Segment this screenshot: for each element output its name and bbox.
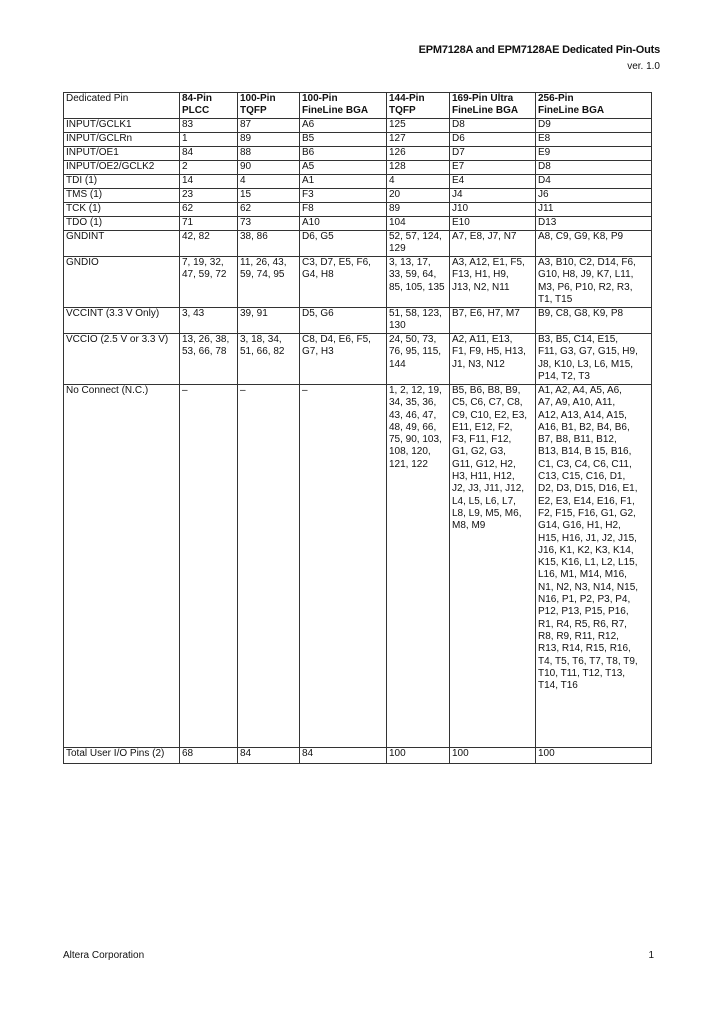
pin-value-cell: 89 bbox=[387, 203, 450, 217]
pin-value-cell: 100 bbox=[536, 748, 652, 764]
pin-value-cell: 128 bbox=[387, 161, 450, 175]
pin-value-cell: E8 bbox=[536, 133, 652, 147]
pin-value-cell: B5, B6, B8, B9, C5, C6, C7, C8, C9, C10, E2, E3, E11, E12, F2, F3, F11, F12, G1, G2, G3, G11, G12, H2, H3, H11, H12, J2, J3, J11, J12, L4, L5, L6, L7, L8, L9, M5, M6, M8, M9 bbox=[450, 385, 536, 748]
pin-value-cell: A1 bbox=[300, 175, 387, 189]
pin-value-cell: A6 bbox=[300, 119, 387, 133]
pin-name-cell: GNDINT bbox=[64, 231, 180, 257]
pin-value-cell: F8 bbox=[300, 203, 387, 217]
pin-value-cell: D13 bbox=[536, 217, 652, 231]
pin-value-cell: 71 bbox=[180, 217, 238, 231]
pin-value-cell: 125 bbox=[387, 119, 450, 133]
pin-name-cell: INPUT/GCLK1 bbox=[64, 119, 180, 133]
table-row bbox=[64, 119, 652, 133]
table-row bbox=[64, 231, 652, 257]
pin-value-cell: 62 bbox=[238, 203, 300, 217]
table-row bbox=[64, 308, 652, 334]
col-header-84-plcc: 84-Pin PLCC bbox=[180, 93, 238, 119]
table-row bbox=[64, 147, 652, 161]
pin-value-cell: A8, C9, G9, K8, P9 bbox=[536, 231, 652, 257]
table-row bbox=[64, 161, 652, 175]
pin-value-cell: B7, E6, H7, M7 bbox=[450, 308, 536, 334]
document-version: ver. 1.0 bbox=[627, 61, 660, 72]
pin-value-cell: 83 bbox=[180, 119, 238, 133]
pin-value-cell: E4 bbox=[450, 175, 536, 189]
pin-value-cell: 15 bbox=[238, 189, 300, 203]
col-header-256-bga: 256-Pin FineLine BGA bbox=[536, 93, 652, 119]
pin-value-cell: 1, 2, 12, 19, 34, 35, 36, 43, 46, 47, 48, 49, 66, 75, 90, 103, 108, 120, 121, 122 bbox=[387, 385, 450, 748]
col-header-100-bga: 100-Pin FineLine BGA bbox=[300, 93, 387, 119]
pin-value-cell: B9, C8, G8, K9, P8 bbox=[536, 308, 652, 334]
pin-value-cell: J4 bbox=[450, 189, 536, 203]
pin-value-cell: D5, G6 bbox=[300, 308, 387, 334]
pin-value-cell: 87 bbox=[238, 119, 300, 133]
pin-value-cell: E7 bbox=[450, 161, 536, 175]
pin-value-cell: 23 bbox=[180, 189, 238, 203]
pin-name-cell: Total User I/O Pins (2) bbox=[64, 748, 180, 764]
pin-value-cell: – bbox=[180, 385, 238, 748]
pin-value-cell: 3, 43 bbox=[180, 308, 238, 334]
pin-value-cell: 84 bbox=[238, 748, 300, 764]
col-header-169-bga: 169-Pin Ultra FineLine BGA bbox=[450, 93, 536, 119]
pin-out-table bbox=[63, 92, 652, 764]
pin-value-cell: J10 bbox=[450, 203, 536, 217]
pin-value-cell: A3, B10, C2, D14, F6, G10, H8, J9, K7, L11, M3, P6, P10, R2, R3, T1, T15 bbox=[536, 257, 652, 308]
col-header-144-tqfp: 144-Pin TQFP bbox=[387, 93, 450, 119]
table-header-row bbox=[64, 93, 652, 119]
pin-value-cell: 100 bbox=[387, 748, 450, 764]
pin-value-cell: B6 bbox=[300, 147, 387, 161]
pin-value-cell: 100 bbox=[450, 748, 536, 764]
pin-value-cell: 7, 19, 32, 47, 59, 72 bbox=[180, 257, 238, 308]
col-header-dedicated-pin: Dedicated Pin bbox=[64, 93, 180, 119]
document-title: EPM7128A and EPM7128AE Dedicated Pin-Outs bbox=[418, 44, 660, 56]
pin-value-cell: 68 bbox=[180, 748, 238, 764]
pin-value-cell: A3, A12, E1, F5, F13, H1, H9, J13, N2, N11 bbox=[450, 257, 536, 308]
pin-value-cell: 73 bbox=[238, 217, 300, 231]
pin-value-cell: 20 bbox=[387, 189, 450, 203]
table-row bbox=[64, 175, 652, 189]
pin-value-cell: 127 bbox=[387, 133, 450, 147]
pin-name-cell: No Connect (N.C.) bbox=[64, 385, 180, 748]
table-row bbox=[64, 217, 652, 231]
pin-value-cell: B5 bbox=[300, 133, 387, 147]
pin-value-cell: 126 bbox=[387, 147, 450, 161]
pin-value-cell: 11, 26, 43, 59, 74, 95 bbox=[238, 257, 300, 308]
pin-name-cell: INPUT/GCLRn bbox=[64, 133, 180, 147]
table-row bbox=[64, 334, 652, 385]
pin-value-cell: 42, 82 bbox=[180, 231, 238, 257]
table-row bbox=[64, 385, 652, 748]
pin-value-cell: J6 bbox=[536, 189, 652, 203]
footer-page-number: 1 bbox=[648, 950, 654, 961]
pin-value-cell: B3, B5, C14, E15, F11, G3, G7, G15, H9, J8, K10, L3, L6, M15, P14, T2, T3 bbox=[536, 334, 652, 385]
pin-name-cell: INPUT/OE1 bbox=[64, 147, 180, 161]
table-row bbox=[64, 133, 652, 147]
pin-value-cell: 38, 86 bbox=[238, 231, 300, 257]
table-row bbox=[64, 203, 652, 217]
pin-value-cell: – bbox=[300, 385, 387, 748]
pin-value-cell: 84 bbox=[180, 147, 238, 161]
pin-value-cell: D7 bbox=[450, 147, 536, 161]
pin-name-cell: VCCIO (2.5 V or 3.3 V) bbox=[64, 334, 180, 385]
pin-value-cell: F3 bbox=[300, 189, 387, 203]
pin-value-cell: 4 bbox=[238, 175, 300, 189]
pin-name-cell: INPUT/OE2/GCLK2 bbox=[64, 161, 180, 175]
pin-value-cell: D8 bbox=[450, 119, 536, 133]
pin-name-cell: GNDIO bbox=[64, 257, 180, 308]
pin-value-cell: A5 bbox=[300, 161, 387, 175]
pin-value-cell: 1 bbox=[180, 133, 238, 147]
pin-value-cell: 62 bbox=[180, 203, 238, 217]
footer-company: Altera Corporation bbox=[63, 950, 145, 961]
table-row bbox=[64, 748, 652, 764]
pin-value-cell: 39, 91 bbox=[238, 308, 300, 334]
pin-value-cell: C3, D7, E5, F6, G4, H8 bbox=[300, 257, 387, 308]
pin-name-cell: TCK (1) bbox=[64, 203, 180, 217]
pin-value-cell: 90 bbox=[238, 161, 300, 175]
pin-value-cell: C8, D4, E6, F5, G7, H3 bbox=[300, 334, 387, 385]
pin-value-cell: A7, E8, J7, N7 bbox=[450, 231, 536, 257]
table-row bbox=[64, 189, 652, 203]
pin-value-cell: 89 bbox=[238, 133, 300, 147]
pin-value-cell: 4 bbox=[387, 175, 450, 189]
pin-value-cell: D6, G5 bbox=[300, 231, 387, 257]
pin-value-cell: 104 bbox=[387, 217, 450, 231]
pin-value-cell: E9 bbox=[536, 147, 652, 161]
pin-value-cell: 84 bbox=[300, 748, 387, 764]
pin-value-cell: D9 bbox=[536, 119, 652, 133]
pin-name-cell: TDO (1) bbox=[64, 217, 180, 231]
pin-name-cell: VCCINT (3.3 V Only) bbox=[64, 308, 180, 334]
pin-value-cell: 3, 13, 17, 33, 59, 64, 85, 105, 135 bbox=[387, 257, 450, 308]
pin-value-cell: D8 bbox=[536, 161, 652, 175]
pin-value-cell: 52, 57, 124, 129 bbox=[387, 231, 450, 257]
pin-value-cell: 24, 50, 73, 76, 95, 115, 144 bbox=[387, 334, 450, 385]
pin-value-cell: 51, 58, 123, 130 bbox=[387, 308, 450, 334]
pin-value-cell: 2 bbox=[180, 161, 238, 175]
pin-value-cell: – bbox=[238, 385, 300, 748]
pin-value-cell: A2, A11, E13, F1, F9, H5, H13, J1, N3, N12 bbox=[450, 334, 536, 385]
pin-name-cell: TDI (1) bbox=[64, 175, 180, 189]
pin-value-cell: 3, 18, 34, 51, 66, 82 bbox=[238, 334, 300, 385]
pin-value-cell: J11 bbox=[536, 203, 652, 217]
pin-value-cell: D6 bbox=[450, 133, 536, 147]
pin-value-cell: A10 bbox=[300, 217, 387, 231]
pin-value-cell: 13, 26, 38, 53, 66, 78 bbox=[180, 334, 238, 385]
pin-value-cell: D4 bbox=[536, 175, 652, 189]
pin-value-cell: A1, A2, A4, A5, A6, A7, A9, A10, A11, A12, A13, A14, A15, A16, B1, B2, B4, B6, B7, B8, B11, B12, B13, B14, B 15, B16, C1, C3, C4, C6, C11, C13, C15, C16, D1, D2, D3, D15, D16, E1, E2, E3, E14, E16, F1, F2, F15, F16, G1, G2, G14, G16, H1, H2, H15, H16, J1, J2, J15, J16, K1, K2, K3, K14, K15, K16, L1, L2, L15, L16, M1, M14, M16, N1, N2, N3, N14, N15, N16, P1, P2, P3, P4, P12, P13, P15, P16, R1, R4, R5, R6, R7, R8, R9, R11, R12, R13, R14, R15, R16, T4, T5, T6, T7, T8, T9, T10, T11, T12, T13, T14, T16 bbox=[536, 385, 652, 748]
pin-value-cell: 88 bbox=[238, 147, 300, 161]
col-header-100-tqfp: 100-Pin TQFP bbox=[238, 93, 300, 119]
pin-value-cell: 14 bbox=[180, 175, 238, 189]
pin-name-cell: TMS (1) bbox=[64, 189, 180, 203]
pin-value-cell: E10 bbox=[450, 217, 536, 231]
table-body bbox=[64, 119, 652, 764]
table-row bbox=[64, 257, 652, 308]
